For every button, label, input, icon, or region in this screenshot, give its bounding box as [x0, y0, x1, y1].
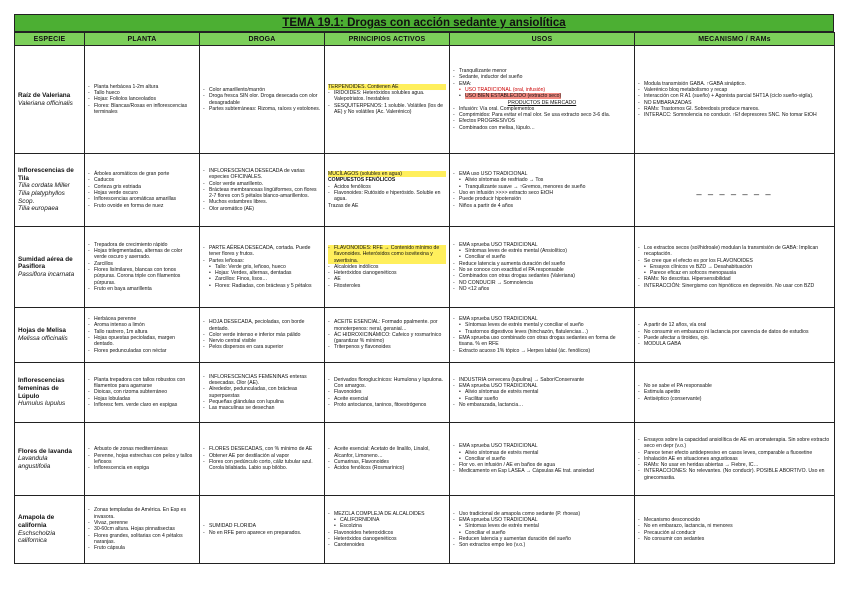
list-item: - Flores grandes, solitarias con 4 pétalos naranjas.	[88, 533, 196, 546]
planta-cell	[85, 46, 200, 154]
droga-cell	[200, 496, 325, 564]
table-row	[15, 308, 835, 363]
list-item: - SUMIDAD FLORIDA	[203, 523, 321, 529]
list-item: - RAMs: No descritas. Hipersensibilidad	[638, 276, 831, 282]
species-cell	[15, 423, 85, 496]
list-item: - Partes leñosas:	[203, 258, 321, 264]
table-row	[15, 363, 835, 423]
drug-table	[14, 32, 835, 564]
list-item: • Parece eficaz en sofocos menopausia	[638, 270, 831, 276]
list-item: - Alrededor, pedunculadas, con brácteas superpuestas	[203, 386, 321, 399]
list-item: - Droga fresca SIN olor. Droga desecada con olor desagradable	[203, 93, 321, 106]
species-name: Raíz de Valeriana	[18, 91, 71, 99]
species-name: Inflorescencias de Tila	[18, 167, 74, 182]
list-item: - Planta herbácea 1-2m altura	[88, 84, 196, 90]
list-item: - Proto antocianos, taninos, fitoestrógenos	[328, 402, 446, 408]
list-item: - Color verde amarillento.	[203, 181, 321, 187]
list-item: • Facilitar sueño	[453, 396, 631, 402]
list-item: - Las masculinas se desechan	[203, 405, 321, 411]
list-item: - Flores: Blancas/Rosas en inflorescencias terminales	[88, 103, 196, 116]
list-item: - Vivaz, perenne	[88, 520, 196, 526]
list-item: - Precaución al conducir	[638, 530, 831, 536]
list-item: - FLORES DESECADAS, con % mínimo de AE	[203, 446, 321, 452]
list-item: - Niños a partir de 4 años	[453, 203, 631, 209]
list-item: - AE	[328, 276, 446, 282]
list-item: - Árboles aromáticos de gran porte	[88, 171, 196, 177]
list-item: - No consumir con sedantes	[638, 536, 831, 542]
principios-cell	[325, 423, 450, 496]
list-item: - Tallo rastrero, 1m altura	[88, 329, 196, 335]
list-item: - Aceite esencial: Acetato de linalilo, Linalol, Alcanfor, Limoneno…	[328, 446, 446, 459]
principios-cell	[325, 46, 450, 154]
list-item: - Corteza gris estriada	[88, 184, 196, 190]
species-latin: Valeriana officinalis	[18, 99, 73, 107]
list-item: COMPUESTOS FENÓLICOS	[328, 177, 396, 184]
list-item: - Combinados con otras drogas sedantes (Valeriana)	[453, 273, 631, 279]
species-latin: Tilia europaea	[18, 205, 59, 213]
list-item: - Tranquilizante menor	[453, 68, 631, 74]
list-item: - IRIDOIDES: Heteróxidos solubles agua. Valepotriatos. Inestables	[328, 90, 446, 103]
list-item: - Reduce latencia y aumenta duración del sueño	[453, 261, 631, 267]
list-item: • Zarcillos: Finos, lisos…	[203, 276, 321, 282]
list-item: - Heteróxidos cianogenéticos	[328, 536, 446, 542]
list-item: - RAMs: Trastornos GI. Sobredosis produce mareos.	[638, 106, 831, 112]
mecanismo-cell	[635, 308, 835, 363]
list-item: - Puede producir hipotensión	[453, 196, 631, 202]
list-item: - Perenne, hojas estrechas con pelos y tallos leñosos	[88, 453, 196, 466]
list-item: - Fruto cápsula	[88, 545, 196, 551]
species-cell	[15, 496, 85, 564]
page-title: TEMA 19.1: Drogas con acción sedante y ansiolítica	[14, 14, 834, 32]
list-item: - INFLORESCENCIA DESECADA de varias especies OFICINALES.	[203, 168, 321, 181]
list-item: - Fruto en baya amarillenta	[88, 286, 196, 292]
list-item: - Uso tradicional de amapola como sedante (P. rhoeas)	[453, 511, 631, 517]
list-item: - Combinados con melisa, lúpulo…	[453, 125, 631, 131]
list-item: - Arbusto de zonas mediterráneas	[88, 446, 196, 452]
list-item: - Ácidos fenólicos (Rosmarínico)	[328, 465, 446, 471]
list-item: - Color verde intenso e inferior más pálido	[203, 332, 321, 338]
list-item: - Olor aromático (AE)	[203, 206, 321, 212]
list-item: - INFLORESCENCIAS FEMENINAS enteras desecadas. Olor (AE).	[203, 374, 321, 387]
list-item: - Inhalación AE en situaciones angustiosas	[638, 456, 831, 462]
list-item: • Hojas: Verdes, alternas, dentadas	[203, 270, 321, 276]
list-item: • Conciliar el sueño	[453, 456, 631, 462]
droga-cell	[200, 363, 325, 423]
list-item: • Alivio síntomas de estrés mental	[453, 450, 631, 456]
list-item: - Aroma intenso a limón	[88, 322, 196, 328]
list-item: - Inflorescencia en espiga	[88, 465, 196, 471]
principios-cell	[325, 363, 450, 423]
table-row	[15, 423, 835, 496]
list-item: - Parece tener efecto antidepresivo en casos leves, comparable a fluoxetine	[638, 450, 831, 456]
species-cell	[15, 46, 85, 154]
list-item: - Partes subterráneas: Rizoma, raíces y estolones.	[203, 106, 321, 112]
list-item: - HOJA DESECADA, pecioladas, con borde dentado.	[203, 319, 321, 332]
list-item: - NO CONDUCIR → Somnolencia	[453, 280, 631, 286]
list-item: - Hojas opuestas pecioladas, margen dentado.	[88, 335, 196, 348]
list-item: - Hojas: Foliolos lanceolados	[88, 96, 196, 102]
list-item: - ACEITE ESENCIAL: Formado ppalmente. por monoterpenos: neral, geranial…	[328, 319, 446, 332]
list-item: - Flores lisímilares, blancas con tonos púrpuras. Corona triple con filamentos púrpuras.	[88, 267, 196, 286]
header-mecanismo: MECANISMO / RAMs	[635, 33, 835, 46]
list-item: - Flores con pedúnculo corto, cáliz tubular azul. Corola bilabiada. Labio sup bilóbo.	[203, 459, 321, 472]
list-item: • Conciliar el sueño	[453, 254, 631, 260]
planta-cell	[85, 308, 200, 363]
usos-cell	[450, 308, 635, 363]
mecanismo-cell	[635, 423, 835, 496]
list-item: - Se cree que el efecto es por los FLAVONOIDES	[638, 258, 831, 264]
mecanismo-cell	[635, 363, 835, 423]
list-item: - No se sabe el PA responsable	[638, 383, 831, 389]
list-item: - EMA sprueba USO TRADICIONAL	[453, 517, 631, 523]
list-item: • CALIFORNIDINA	[328, 517, 446, 523]
list-item: - Infloresc fem. verde claro en espigas	[88, 402, 196, 408]
table-row	[15, 46, 835, 154]
list-item: - EMA sprueba uso combinado con otras drogas sedantes en forma de tisana. % en RFE	[453, 335, 631, 348]
list-item: - Extracto acuoso 1% tópico → Herpes labial (ác. fenólicos)	[453, 348, 631, 354]
species-latin: Melissa officinalis	[18, 335, 68, 342]
header-droga: DROGA	[200, 33, 325, 46]
species-latin: Humulus lupulus	[18, 400, 66, 408]
list-item: - NO <12 años	[453, 286, 631, 292]
list-item: - Flavonoides heteroxídicos	[328, 530, 446, 536]
species-cell	[15, 154, 85, 227]
principios-cell	[325, 154, 450, 227]
list-item: - Flavonoides: Rutósido e hiperósido. Soluble en agua.	[328, 190, 446, 203]
list-item: • Flores: Radiadas, con brácteas y 5 pétalos	[203, 283, 321, 289]
list-item: - 30-60cm altura. Hojas pinnatisectas	[88, 526, 196, 532]
list-item: • Síntomas leves de estrés mental (Ansiolítico)	[453, 248, 631, 254]
list-item: - Pequeñas glándulas con lupulina	[203, 399, 321, 405]
list-item: - EMA uso USO TRADICIONAL	[453, 171, 631, 177]
list-item: - Efectos PROGRESIVOS	[453, 118, 631, 124]
list-item: - Flores pedunculadas con néctar	[88, 348, 196, 354]
list-item: - Ensayos sobre la capacidad ansiolítica de AE en aromaterapia. Sin sobre extracto seco en depr (v.o.)	[638, 437, 831, 450]
list-item: • Síntomas leves de estrés mental	[453, 523, 631, 529]
list-item: • Escolzina	[328, 523, 446, 529]
mecanismo-cell	[635, 154, 835, 227]
list-item: - Infusión: Vía oral. Complementos	[453, 106, 631, 112]
highlighted-text: USO BIEN ESTABLECIDO (extracto seco)	[465, 93, 562, 100]
list-item: - Muchos estambres libres.	[203, 199, 321, 205]
list-item: - A partir de 12 años, vía oral	[638, 322, 831, 328]
list-item: - Trepadora de crecimiento rápido	[88, 242, 196, 248]
list-item: • Trastornos digestivos leves (hinchazón, flatulencias…)	[453, 329, 631, 335]
list-item: - Brácteas membranosas lingüiformes, con flores 2-7 flores con 5 pétalos blanco-amarillentos.	[203, 187, 321, 200]
list-item: • Alivio síntomas de resfriado → Tos	[453, 177, 631, 183]
list-item: • USO TRADICIONAL (oral, infusión)	[453, 87, 631, 93]
list-item: • Tranquilizante suave → ↑Gremos, menores de sueño	[453, 184, 631, 190]
table-row	[15, 496, 835, 564]
list-item: - Sedante, inductor del sueño	[453, 74, 631, 80]
principios-cell	[325, 496, 450, 564]
species-cell	[15, 308, 85, 363]
list-item: • Conciliar el sueño	[453, 530, 631, 536]
list-item: - Carotenoides	[328, 542, 446, 548]
list-item: - EMA sprueba USO TRADICIONAL	[453, 443, 631, 449]
droga-cell	[200, 46, 325, 154]
list-item: Trazas de AE	[328, 202, 359, 209]
list-item: - EMA:	[453, 81, 631, 87]
principios-cell	[325, 227, 450, 308]
planta-cell	[85, 423, 200, 496]
list-item: - Caducos	[88, 177, 196, 183]
usos-cell	[450, 363, 635, 423]
list-item: - INTERACC: Somnolencia no conducir. ↑Ef depresores SNC. No tomar EtOH	[638, 112, 831, 118]
list-item: - Hojas lobuladas	[88, 396, 196, 402]
mecanismo-cell	[635, 496, 835, 564]
list-item: - Los extractos secos (sol/hidroale) modulan la transmisión de GABA: Implican recaptación.	[638, 245, 831, 258]
list-item: - Inflorescencias aromáticas amarillas	[88, 196, 196, 202]
list-item: - Zarcillos	[88, 261, 196, 267]
header-row	[15, 33, 835, 46]
header-especie: ESPECIE	[15, 33, 85, 46]
list-item: - Tallo hueco	[88, 90, 196, 96]
list-item: - Derivados floroglucínicos: Humulona y lupulona. Con amargos.	[328, 377, 446, 390]
list-item: - No en RFE pero aparece en preparados.	[203, 530, 321, 536]
list-item: - ÁC HIDROXICINÁMICO: Cafeico y rosmarínico (garantizar % mínimo)	[328, 332, 446, 345]
list-item: MUCÍLAGOS (solubles en agua)	[328, 171, 446, 177]
usos-cell	[450, 227, 635, 308]
table-row	[15, 227, 835, 308]
list-item: - Ácidos fenólicos	[328, 184, 446, 190]
list-item: - Valerénico bloq metabolismo y recap	[638, 87, 831, 93]
list-item: - Zonas templadas de América. En Esp es invasora.	[88, 507, 196, 520]
list-item: - Flavonoides	[328, 389, 446, 395]
usos-cell	[450, 496, 635, 564]
list-item: - No consumir en embarazo ni lactancia por carencia de datos de estudios	[638, 329, 831, 335]
list-item: - EMA sprueba USO TRADICIONAL	[453, 383, 631, 389]
species-name: Hojas de Melisa	[18, 327, 66, 335]
list-item: - Pelos dispersos en cara superior	[203, 344, 321, 350]
list-item: - Interacción con R A1 (sueño) + Agonista parcial 5HT1A (ciclo sueño-vigila).	[638, 93, 831, 99]
list-item: - FLAVONOIDES: RFE → Contenido mínimo de flavonoides. Heteróxidos como isovitexina y swertisina.	[328, 245, 446, 264]
list-item: - Estimula apetito	[638, 389, 831, 395]
list-item: - Mecanismo desconocido	[638, 517, 831, 523]
planta-cell	[85, 154, 200, 227]
list-item: - INTERACCIONES: No relevantes. (No conducir). POSIBLE ABORTIVO. Uso en ginecomastia.	[638, 468, 831, 481]
list-item: - Fitosteroles	[328, 283, 446, 289]
list-item: - Obtener AE por destilación al vapor	[203, 453, 321, 459]
list-item: • Alivio síntomas de estrés mental	[453, 389, 631, 395]
list-item: - Fruto ovoide en forma de nuez	[88, 203, 196, 209]
list-item: - Puede afectar a tiroides, ojo.	[638, 335, 831, 341]
list-item: - Antiséptico (conservante)	[638, 396, 831, 402]
droga-cell	[200, 423, 325, 496]
planta-cell	[85, 363, 200, 423]
list-item: - Alcaloides indólicos	[328, 264, 446, 270]
species-cell	[15, 227, 85, 308]
usos-cell	[450, 423, 635, 496]
species-latin: Eschscholzia californica	[18, 529, 56, 545]
list-item: - MEZCLA COMPLEJA DE ALCALOIDES	[328, 511, 446, 517]
list-item: - No en embarazo, lactancia, ni menores	[638, 523, 831, 529]
header-planta: PLANTA	[85, 33, 200, 46]
list-item: - Heteróxidos cianogenéticos	[328, 270, 446, 276]
mecanismo-cell	[635, 46, 835, 154]
list-item: - EMA sprueba USO TRADICIONAL	[453, 316, 631, 322]
species-name: Sumidad aérea de Pasiflora	[18, 255, 73, 271]
usos-cell	[450, 154, 635, 227]
list-item: - Color amarillento/marrón	[203, 87, 321, 93]
list-item: - Uso en infusión >>>> extracto seco EtOH	[453, 190, 631, 196]
list-item: - Planta trepadora con tallos robustos con filamentos para agarrarse	[88, 377, 196, 390]
list-item: - Reducen latencia y aumentan duración del sueño	[453, 536, 631, 542]
species-latin: Lavandula angustifolia	[18, 455, 51, 470]
page	[14, 14, 834, 564]
list-item: • Ensayos clínicos vs BZD → Desahabituación	[638, 264, 831, 270]
planta-cell	[85, 496, 200, 564]
list-item: - Herbácea perenne	[88, 316, 196, 322]
list-subheading: PRODUCTOS DE MERCADO	[507, 99, 577, 106]
list-item: TERPENOIDES. Contienen AE	[328, 84, 446, 90]
list-item: - Hojas trilegmentadas, alternas de color verde oscuro y aserrado.	[88, 248, 196, 261]
list-item: - Cumarinas, Flavonoides	[328, 459, 446, 465]
droga-cell	[200, 227, 325, 308]
list-item: - Comprimidos: Para evitar el mal olor. Se usa extracto seco 3-6 día.	[453, 112, 631, 118]
usos-cell	[450, 46, 635, 154]
list-item: - NO EMBARAZADAS	[638, 100, 831, 106]
header-principios: PRINCIPIOS ACTIVOS	[325, 33, 450, 46]
species-name: Amapola de california	[18, 514, 55, 529]
list-item: - Son extractos empo leo (v.o.)	[453, 542, 631, 548]
list-item: - RAMs: No usar en heridas abiertas → Fiebre, IC…	[638, 462, 831, 468]
table-row	[15, 154, 835, 227]
list-item: - Nervio central visible	[203, 338, 321, 344]
list-item: - INTERACCIÓN: Sinergismo con hipnóticos en depresión. No usar con BZD	[638, 283, 831, 289]
species-name: Inflorescencias femeninas de Lúpulo	[18, 377, 65, 400]
list-item: - PARTE AÉREA DESECADA, cortada. Puede tener flores y frutos.	[203, 245, 321, 258]
list-item: - Hojas verde oscuro	[88, 190, 196, 196]
principios-cell	[325, 308, 450, 363]
planta-cell	[85, 227, 200, 308]
list-item: • Síntomas leves de estrés mental y conciliar el sueño	[453, 322, 631, 328]
list-item: - Aceite esencial	[328, 396, 446, 402]
list-item: - Dioicas, con rizoma subterráneo	[88, 389, 196, 395]
list-item: - Flor vo. en infusión / AE en baños de agua	[453, 462, 631, 468]
species-cell	[15, 363, 85, 423]
list-item: - No se conoce con exactitud el PA responsable	[453, 267, 631, 273]
droga-cell	[200, 154, 325, 227]
list-item: - EMA sprueba USO TRADICIONAL	[453, 242, 631, 248]
list-item: - Medicamento en Esp LASEA → Cápsulas AE trat. ansiedad	[453, 468, 631, 474]
droga-cell	[200, 308, 325, 363]
list-item: - No embarazada, lactancia…	[453, 402, 631, 408]
list-item: - Modula transmisión GABA. ↑GABA sináptico.	[638, 81, 831, 87]
list-item: • Tallo: Verde gris, leñoso, hueco	[203, 264, 321, 270]
species-name: Flores de lavanda	[18, 447, 72, 455]
list-item: - SESQUITERPENOS: 1 soluble. Volátiles (los de AE) y No volátiles (Ac. Valerénico)	[328, 103, 446, 116]
header-usos: USOS	[450, 33, 635, 46]
mecanismo-cell	[635, 227, 835, 308]
empty-placeholder: _ _ _ _ _ _ _	[696, 184, 773, 195]
list-item: - Triterpenos y flavonoides	[328, 344, 446, 350]
species-latin: Passiflora incarnata	[18, 270, 75, 278]
species-latin: Tilia cordata Miller	[18, 182, 70, 190]
species-latin: Tilia platyphyllos Scop.	[18, 190, 65, 205]
list-item: - MODULA GABA	[638, 341, 831, 347]
list-item: - INDUSTRIA cervecera (lupulina) → Sabor/Conservante	[453, 377, 631, 383]
